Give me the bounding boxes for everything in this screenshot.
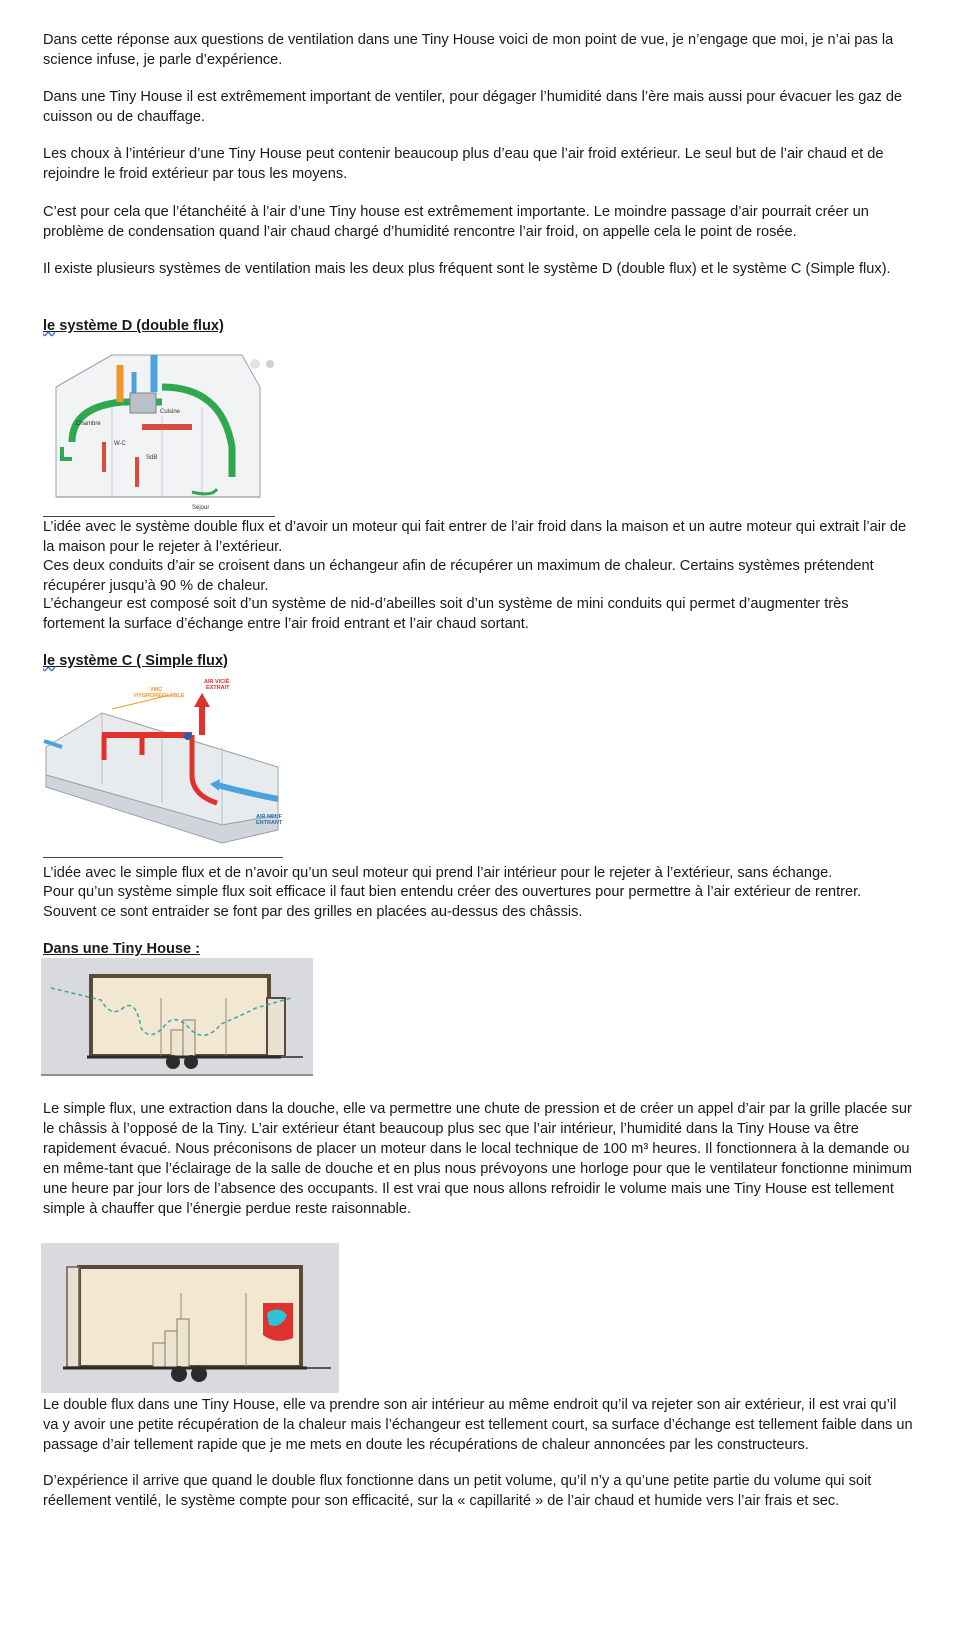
label-extrait: EXTRAIT [206, 685, 230, 691]
room-cuisine: Cuisine [160, 409, 181, 415]
paragraph-experience: D’expérience il arrive que quand le double flux fonctionne dans un petit volume, qu’il n’y a qu’une petite partie du volume qui soit réellement ventilé, le système compte pour son efficacité, sur la « capillarité » de l’air chaud et humide vers l’air frais et sec. [43, 1473, 872, 1509]
room-sejour: Séjour [192, 505, 210, 511]
label-entrant: ENTRANT [256, 820, 283, 826]
heading-prefix: le [43, 653, 56, 669]
carousel-next-icon [266, 360, 274, 368]
heading-rest: système D (double flux) [55, 318, 224, 334]
heading-tiny-house: Dans une Tiny House : [43, 941, 201, 957]
label-air-vicie: AIR VICIÉ [204, 679, 230, 685]
paragraph-humidity: Les choux à l’intérieur d’une Tiny House peut contenir beaucoup plus d’eau que l’air froid extérieur. Le seul but de l’air chaud et de rejoindre le froid extérieur par tous les moyens. [43, 146, 884, 182]
simple-flux-diagram [42, 675, 286, 855]
room-sdb: SdB [146, 455, 158, 461]
tiny-house-simple-flux-figure [41, 958, 313, 1076]
paragraph-exchanger-recovery: Ces deux conduits d’air se croisent dans un échangeur afin de récupérer un maximum de chaleur. Certains systèmes prétendent récupérer jusqu’à 90 % de chaleur. [43, 558, 874, 594]
paragraph-double-flux-tiny: Le double flux dans une Tiny House, elle va prendre son air intérieur au même endroit qu’il va rejeter son air extérieur, il est vrai qu’il va y avoir une petite récupération de la chaleur mais l’échangeur est tellement court, sa surface d’échange est tellement faible dans un passage d’air tellement rapide que je me mets en doute les récupérations de chaleur annoncées par les constructeurs. [43, 1397, 913, 1453]
label-air-neuf: AIR NEUF [256, 814, 282, 820]
figure-rule [43, 857, 283, 858]
paragraph-systems: Il existe plusieurs systèmes de ventilation mais les deux plus fréquent sont le système D (double flux) et le système C (Simple flux). [43, 261, 891, 277]
paragraph-simple-flux-idea: L’idée avec le simple flux et de n’avoir qu’un seul moteur qui prend l’air intérieur pour le rejeter à l’extérieur, sans échange. [43, 865, 833, 881]
heading-rest: système C ( Simple flux) [55, 653, 228, 669]
paragraph-intro: Dans cette réponse aux questions de ventilation dans une Tiny House voici de mon point de vue, je n’engage que moi, je n’ai pas la science infuse, je parle d’expérience. [43, 32, 894, 68]
paragraph-importance: Dans une Tiny House il est extrêmement important de ventiler, pour dégager l’humidité dans l’ère mais aussi pour évacuer les gaz de cuisson ou de chauffage. [43, 89, 903, 125]
room-chambre: Chambre [76, 421, 101, 427]
paragraph-simple-flux-openings: Pour qu’un système simple flux soit efficace il faut bien entendu créer des ouvertures pour permettre à l’air extérieur de rentrer. Souvent ce sont entraider se font par des grilles en placées au-dessus des châssis. [43, 884, 862, 920]
label-vmc: VMC [150, 687, 163, 693]
double-flux-diagram [42, 347, 276, 517]
room-wc: W-C [114, 441, 126, 447]
label-hygro: HYGRORÉGLABLE [134, 693, 185, 699]
heading-prefix: le [43, 318, 56, 334]
carousel-prev-icon [250, 359, 260, 369]
paragraph-double-flux-idea: L’idée avec le système double flux et d’avoir un moteur qui fait entrer de l’air froid dans la maison et un autre moteur qui extrait l’air de la maison pour le rejeter à l’extérieur. [43, 519, 907, 555]
paragraph-exchanger-type: L’échangeur est composé soit d’un système de nid-d’abeilles soit d’un système de mini conduits qui permet d’augmenter très fortement la surface d’échange entre l’air froid entrant et l’air chaud sortant. [43, 596, 849, 632]
heading-system-d [43, 316, 224, 336]
tiny-house-double-flux-figure [41, 1243, 339, 1393]
paragraph-simple-flux-shower: Le simple flux, une extraction dans la douche, elle va permettre une chute de pression et de créer un appel d’air par la grille placée sur le châssis à l’opposé de la Tiny. L’air extérieur étant beaucoup plus sec que l’air intérieur, l’humidité dans la Tiny House va être rapidement évacué. Nous préconisons de placer un moteur dans le local technique de 100 m³ heures. Il fonctionnera à la demande ou en même-tant que l’éclairage de la salle de douche et en plus nous prévoyons une horloge pour que le ventilateur fonctionne minimum une heure par jour lors de l’absence des occupants. Il est vrai que nous allons refroidir le volume mais une Tiny House est tellement simple à chauffer que l’énergie perdue reste raisonnable. [43, 1101, 912, 1217]
heading-system-c [43, 651, 228, 671]
paragraph-airtightness: C’est pour cela que l’étanchéité à l’air d’une Tiny house est extrêmement importante. Le moindre passage d’air pourrait créer un problème de condensation quand l’air chaud chargé d’humidité rencontre l’air froid, on appelle cela le point de rosée. [43, 204, 869, 240]
